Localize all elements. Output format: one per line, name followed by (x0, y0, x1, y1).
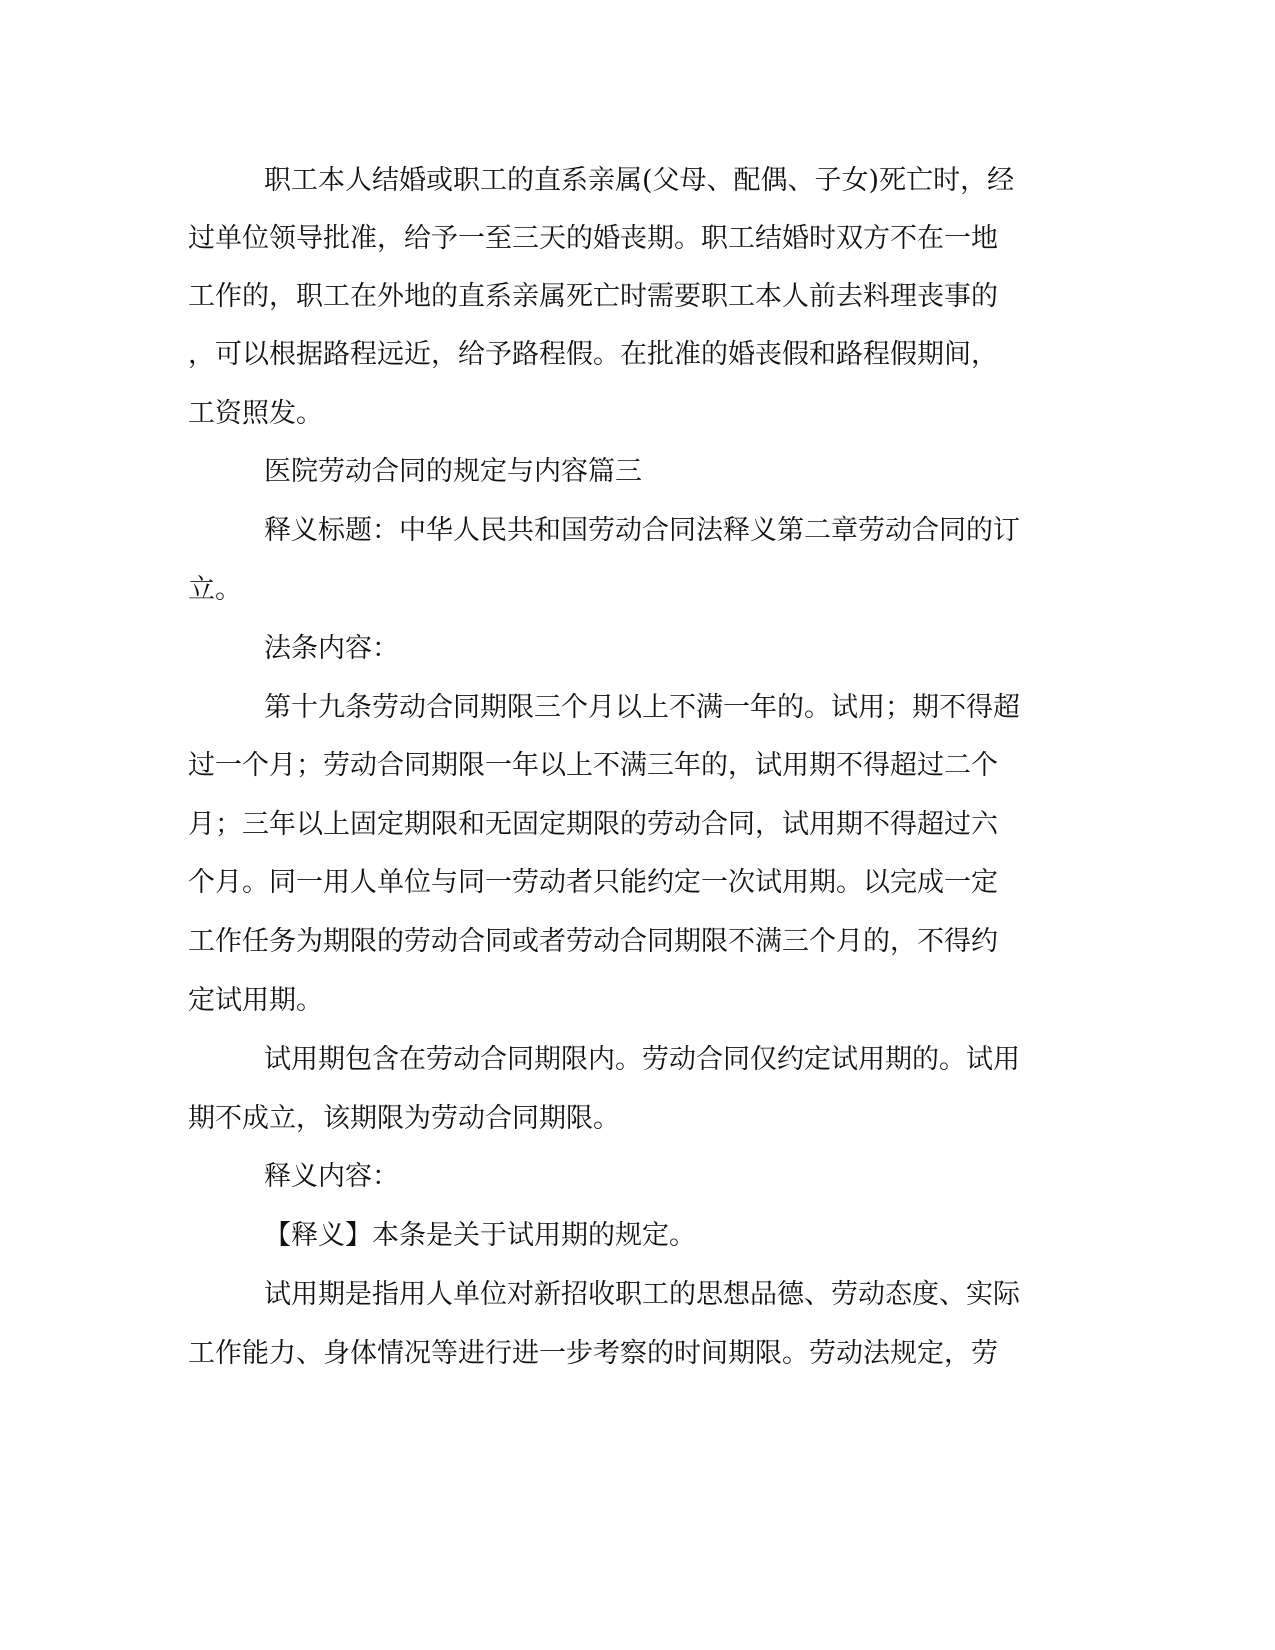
paragraph-line: 职工本人结婚或职工的直系亲属(父母、配偶、子女)死亡时，经 (264, 165, 1015, 196)
paragraph-line: 过单位领导批准，给予一至三天的婚丧期。职工结婚时双方不在一地 (188, 223, 998, 254)
paragraph-line: 工作的，职工在外地的直系亲属死亡时需要职工本人前去料理丧事的 (188, 281, 998, 312)
paragraph-line: 过一个月；劳动合同期限一年以上不满三年的，试用期不得超过二个 (188, 750, 998, 781)
paragraph-line: 月；三年以上固定期限和无固定期限的劳动合同，试用期不得超过六 (188, 809, 998, 840)
paragraph-line: 第十九条劳动合同期限三个月以上不满一年的。试用；期不得超 (264, 692, 1020, 723)
paragraph-line: 试用期包含在劳动合同期限内。劳动合同仅约定试用期的。试用 (264, 1044, 1020, 1075)
paragraph-line: 释义内容： (264, 1161, 399, 1192)
paragraph-line: 法条内容： (264, 633, 399, 664)
paragraph-line: ，可以根据路程远近，给予路程假。在批准的婚丧假和路程假期间， (188, 339, 998, 370)
paragraph-line: 定试用期。 (188, 985, 323, 1016)
paragraph-line: 试用期是指用人单位对新招收职工的思想品德、劳动态度、实际 (264, 1279, 1020, 1310)
paragraph-line: 期不成立，该期限为劳动合同期限。 (188, 1103, 620, 1134)
paragraph-line: 工作任务为期限的劳动合同或者劳动合同期限不满三个月的，不得约 (188, 926, 998, 957)
paragraph-line: 工作能力、身体情况等进行进一步考察的时间期限。劳动法规定，劳 (188, 1338, 998, 1369)
paragraph-line: 立。 (188, 574, 242, 605)
section-heading: 医院劳动合同的规定与内容篇三 (264, 456, 642, 487)
paragraph-line: 个月。同一用人单位与同一劳动者只能约定一次试用期。以完成一定 (188, 867, 998, 898)
paragraph-line: 【释义】本条是关于试用期的规定。 (264, 1220, 696, 1251)
paragraph-line: 工资照发。 (188, 398, 323, 429)
paragraph-line: 释义标题：中华人民共和国劳动合同法释义第二章劳动合同的订 (264, 515, 1020, 546)
